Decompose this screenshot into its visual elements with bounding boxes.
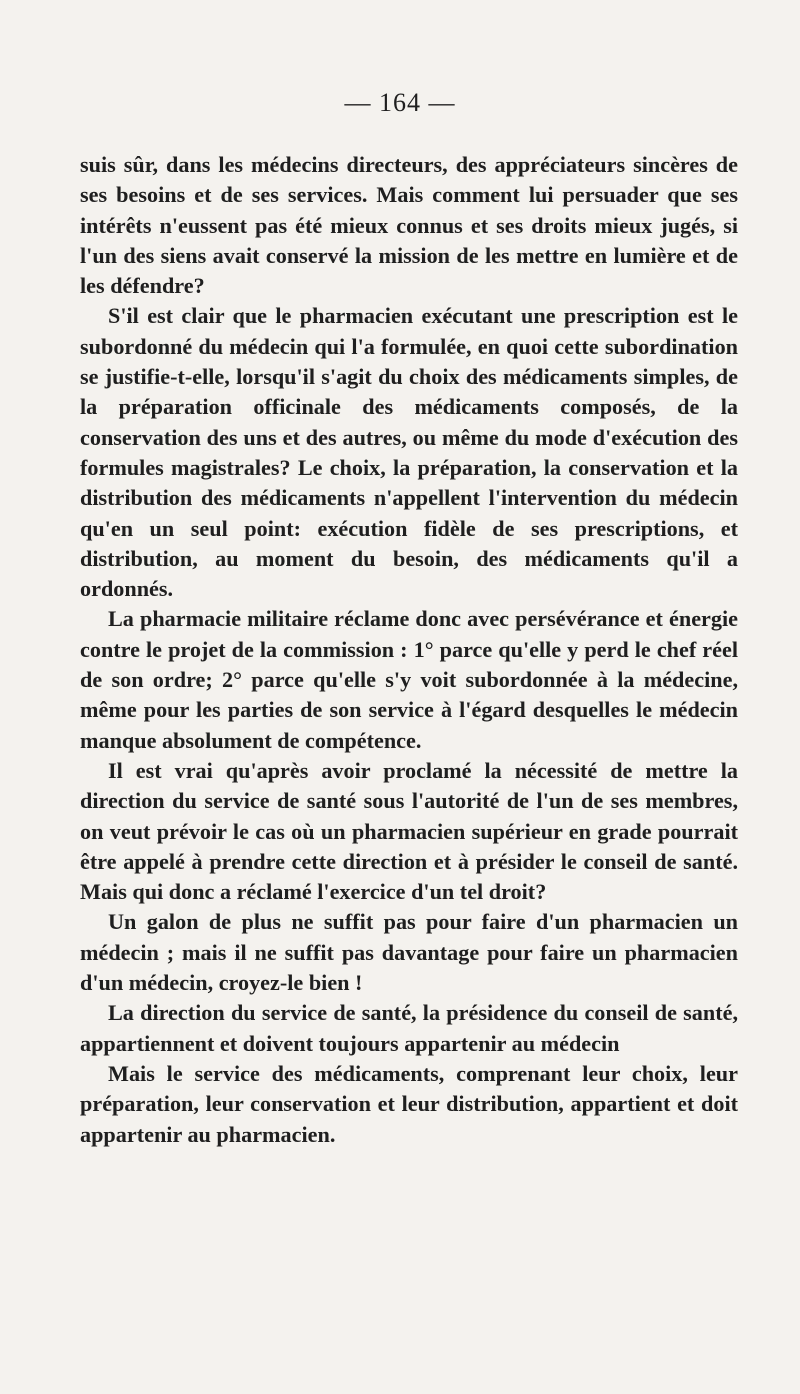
page-number: — 164 — (344, 88, 456, 117)
paragraph-5: Un galon de plus ne suffit pas pour faire d'un pharmacien un médecin ; mais il ne suffit pas davantage pour faire un pharmacien d'un médecin, croyez-le bien ! (80, 909, 738, 996)
paragraph-3: La pharmacie militaire réclame donc avec persévérance et énergie contre le projet de la commission : 1° parce qu'elle y perd le chef réel de son ordre; 2° parce qu'elle s'y voit subordonnée à la médecine, même pour les parties de son service à l'égard desquelles le médecin manque absolument de compétence. (80, 606, 738, 753)
paragraph-7: Mais le service des médicaments, comprenant leur choix, leur préparation, leur conservation et leur distribution, appartient et doit appartenir au pharmacien. (80, 1060, 738, 1147)
paragraph-6: La direction du service de santé, la présidence du conseil de santé, appartiennent et doivent toujours appartenir au médecin (80, 1000, 738, 1056)
paragraph-2: S'il est clair que le pharmacien exécutant une prescription est le subordonné du médecin qui l'a formulée, en quoi cette subordination se justifie-t-elle, lorsqu'il s'agit du choix des médicaments simples, de la préparation officinale des médicaments composés, de la conservation des uns et des autres, ou même du mode d'exécution des formules magistrales? Le choix, la préparation, la conservation et la distribution des médicaments n'appellent l'intervention du médecin qu'en un seul point: exécution fidèle de ses prescriptions, et distribution, au moment du besoin, des médicaments qu'il a ordonnés. (80, 303, 738, 602)
paragraph-4: Il est vrai qu'après avoir proclamé la nécessité de mettre la direction du service de santé sous l'autorité de l'un de ses membres, on veut prévoir le cas où un pharmacien supérieur en grade pourrait être appelé à prendre cette direction et à présider le conseil de santé. Mais qui donc a réclamé l'exercice d'un tel droit? (80, 757, 738, 905)
paragraph-1: suis sûr, dans les médecins directeurs, des appréciateurs sincères de ses besoins et de ses services. Mais comment lui persuader que ses intérêts n'eussent pas été mieux connus et ses droits mieux jugés, si l'un des siens avait conservé la mission de les mettre en lumière et de les défendre? (80, 152, 738, 299)
body-text (80, 150, 738, 1150)
